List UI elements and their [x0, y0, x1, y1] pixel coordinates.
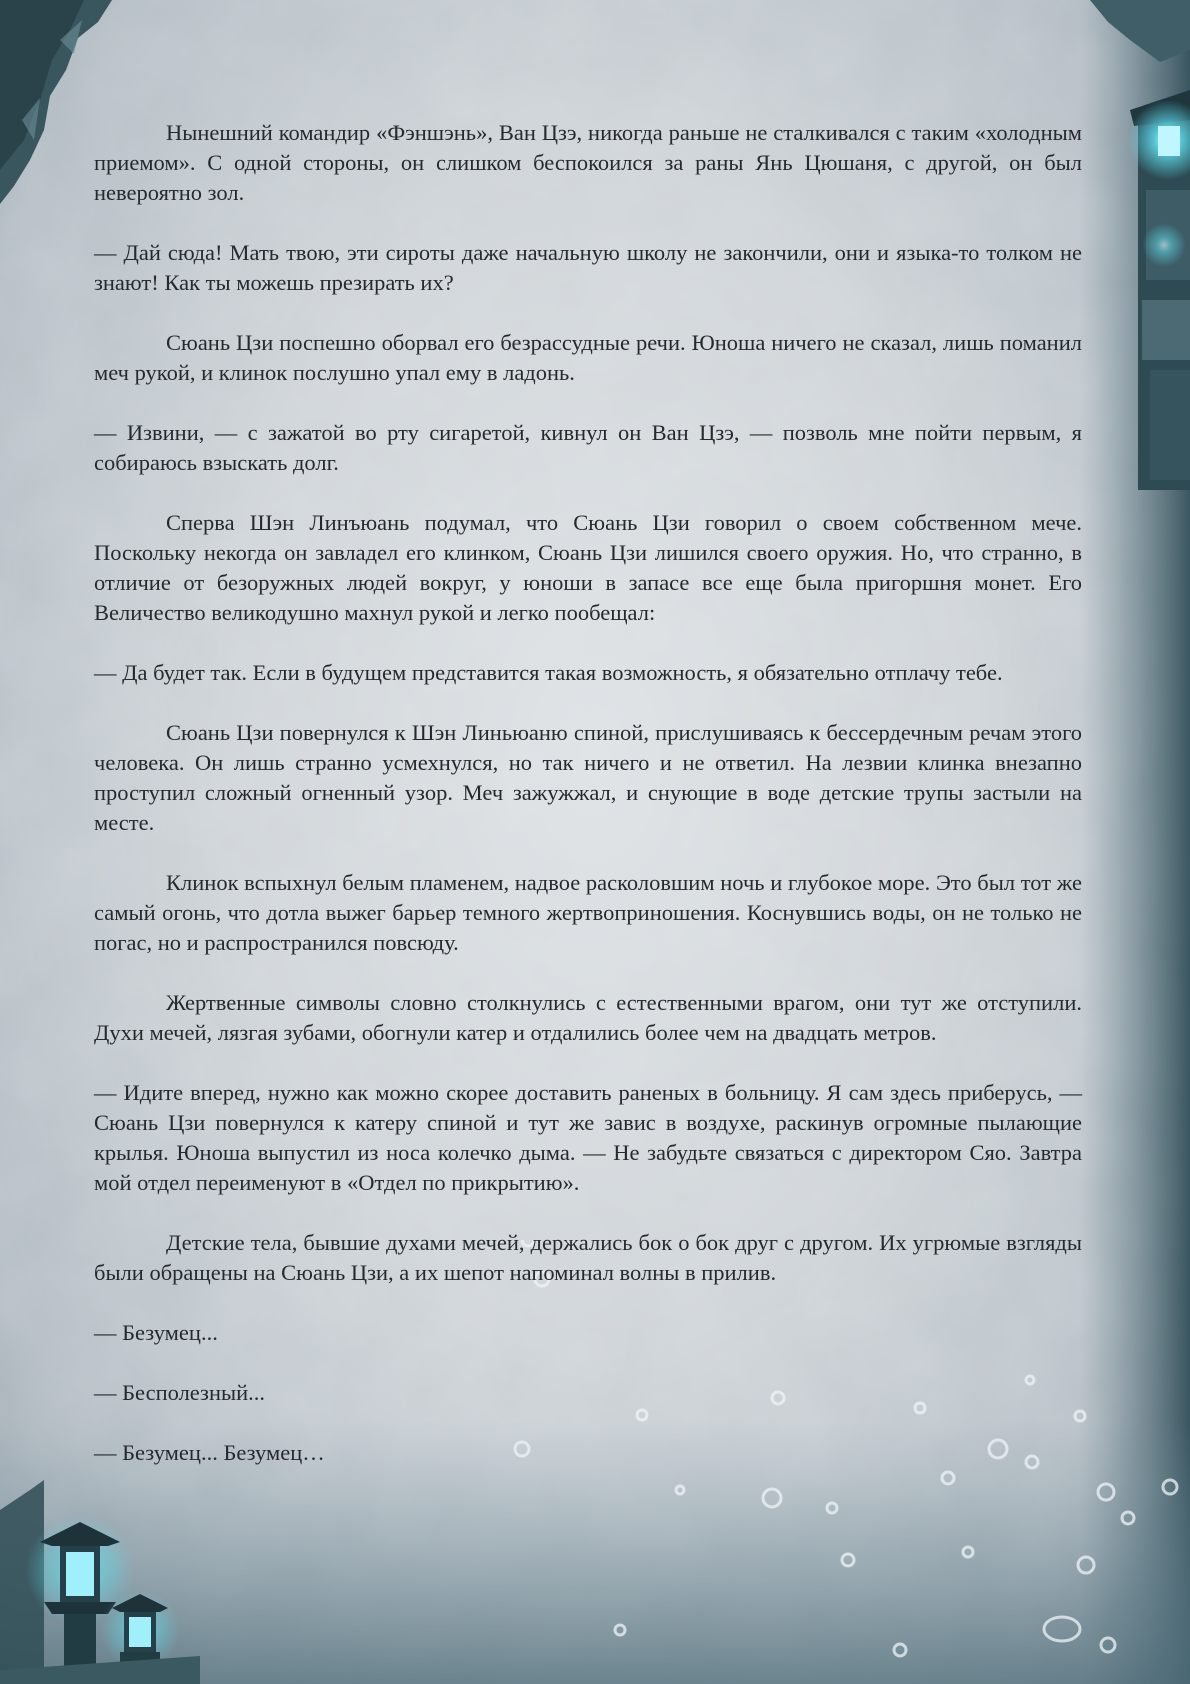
paragraph: — Идите вперед, нужно как можно скорее доставить раненых в больницу. Я сам здесь приберусь, — Сюань Цзи повернулся к катеру спиной и тут же завис в воздухе, раскинув огромные пылающие крылья. Юноша выпустил из носа колечко дыма. — Не забудьте связаться с директором Сяо. Завтра мой отдел переименуют в «Отдел по прикрытию». — [94, 1080, 1082, 1195]
pagoda-lanterns — [0, 1480, 200, 1684]
text-body — [94, 118, 1082, 1498]
paragraph: Нынешний командир «Фэншэнь», Ван Цзэ, никогда раньше не сталкивался с таким «холодным приемом». С одной стороны, он слишком беспокоился за раны Янь Цюшаня, с другой, он был невероятно зол. — [94, 120, 1082, 205]
paragraph: Сперва Шэн Линъюань подумал, что Сюань Цзи говорил о своем собственном мече. Поскольку некогда он завладел его клинком, Сюань Цзи лишился своего оружия. Но, что странно, в отличие от безоружных людей вокруг, у юноши в запасе все еще была пригоршня монет. Его Величество великодушно махнул рукой и легко пообещал: — [94, 510, 1082, 625]
dialogue-line: — Безумец... Безумец… — [94, 1440, 325, 1465]
dialogue-line: — Бесполезный... — [94, 1380, 266, 1405]
paragraph: Сюань Цзи повернулся к Шэн Линьюаню спиной, прислушиваясь к бессердечным речам этого человека. Он лишь странно усмехнулся, но так ничего и не ответил. На лезвии клинка внезапно проступил сложный огненный узор. Меч зажужжал, и снующие в воде детские трупы застыли на месте. — [94, 720, 1082, 835]
glowing-lantern-tower — [1120, 70, 1190, 490]
paragraph: Детские тела, бывшие духами мечей, держались бок о бок друг с другом. Их угрюмые взгляды были обращены на Сюань Цзи, а их шепот напоминал волны в прилив. — [94, 1230, 1082, 1285]
rock-corner-top-right — [1090, 0, 1190, 70]
paragraph: — Дай сюда! Мать твою, эти сироты даже начальную школу не закончили, они и языка-то толком не знают! Как ты можешь презирать их? — [94, 240, 1082, 295]
paragraph: — Да будет так. Если в будущем представится такая возможность, я обязательно отплачу тебе. — [94, 660, 1003, 685]
paragraph: Жертвенные символы словно столкнулись с естественными врагом, они тут же отступили. Духи мечей, лязгая зубами, обогнули катер и отдалились более чем на двадцать метров. — [94, 990, 1082, 1045]
dialogue-line: — Безумец... — [94, 1320, 218, 1345]
paragraph: Клинок вспыхнул белым пламенем, надвое расколовшим ночь и глубокое море. Это был тот же самый огонь, что дотла выжег барьер темного жертвоприношения. Коснувшись воды, он не только не погас, но и распространился повсюду. — [94, 870, 1082, 955]
paragraph: — Извини, — с зажатой во рту сигаретой, кивнул он Ван Цзэ, — позволь мне пойти первым, я собираюсь взыскать долг. — [94, 420, 1082, 475]
paragraph: Сюань Цзи поспешно оборвал его безрассудные речи. Юноша ничего не сказал, лишь поманил меч рукой, и клинок послушно упал ему в ладонь. — [94, 330, 1082, 385]
